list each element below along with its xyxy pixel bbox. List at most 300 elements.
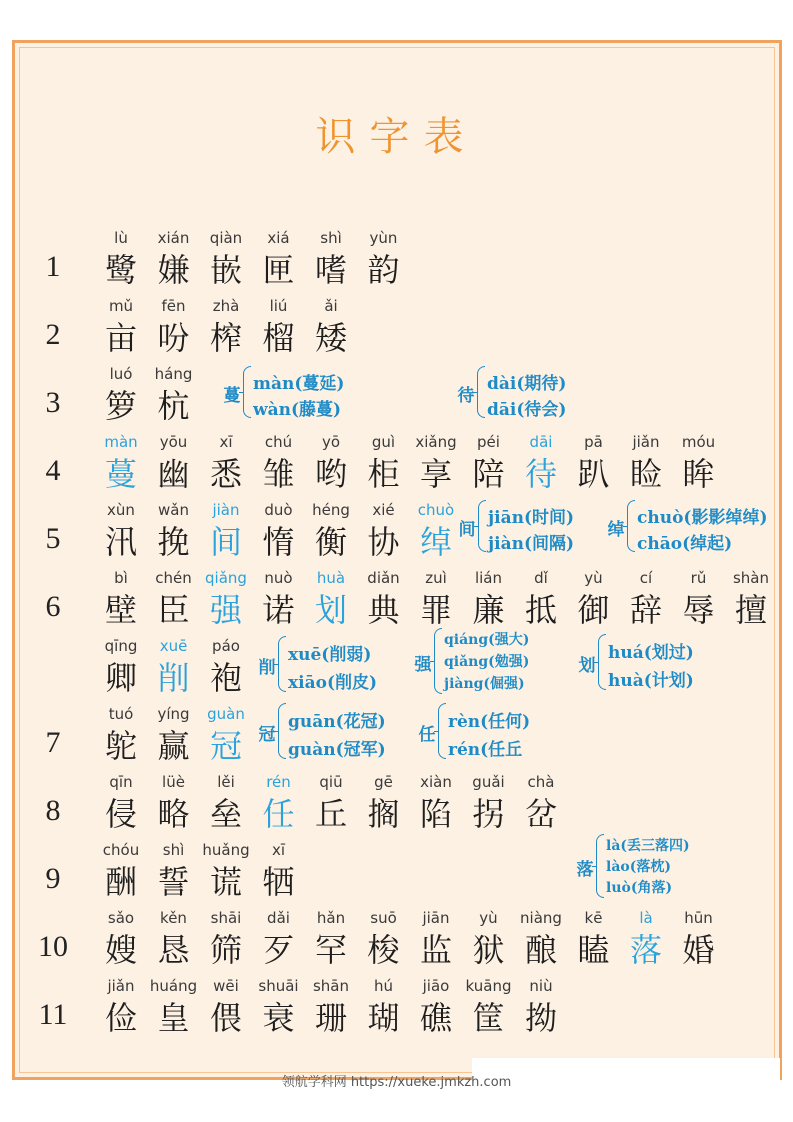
polyphone-note: [574, 834, 764, 898]
character: 歹: [262, 931, 295, 969]
brace-icon: [598, 634, 606, 690]
char-cell: [618, 568, 674, 632]
pinyin: móu: [681, 433, 716, 451]
character: 幽: [157, 455, 190, 493]
pinyin: sǎo: [107, 909, 135, 927]
char-cell: [513, 908, 569, 972]
polyphone-reading: chuò(影影绰绰): [637, 508, 768, 528]
polyphone-char: 强: [414, 655, 432, 675]
char-cell: [198, 908, 254, 972]
pinyin: huà: [316, 569, 346, 587]
pinyin: guì: [371, 433, 396, 451]
char-cell: [146, 976, 202, 1040]
character: 赢: [157, 727, 190, 765]
pinyin: xié: [372, 501, 395, 519]
polyphone-reading: qiáng(强大): [444, 632, 530, 648]
char-cell: [303, 976, 359, 1040]
char-cell: [251, 228, 307, 292]
pinyin: là: [639, 909, 653, 927]
pinyin: huáng: [149, 977, 198, 995]
character: 汛: [104, 523, 137, 561]
char-cell: [146, 704, 202, 768]
pinyin: shì: [320, 229, 342, 247]
character: 岔: [524, 795, 557, 833]
char-cell: [618, 908, 674, 972]
character: 陷: [419, 795, 452, 833]
polyphone-char: 间: [458, 520, 476, 540]
pinyin: xuē: [159, 637, 188, 655]
char-cell: [93, 228, 149, 292]
character: 拐: [472, 795, 505, 833]
character: 鹭: [104, 251, 137, 289]
character: 恳: [157, 931, 190, 969]
pinyin: kē: [584, 909, 603, 927]
char-cell: [93, 364, 149, 428]
char-cell: [303, 432, 359, 496]
polyphone-note: [605, 500, 793, 552]
row-number: 6: [45, 590, 61, 623]
pinyin: lù: [114, 229, 128, 247]
char-cell: [93, 908, 149, 972]
row-number: 5: [45, 522, 61, 555]
character: 罪: [419, 591, 452, 629]
pinyin: tuó: [108, 705, 134, 723]
pinyin: dǐ: [534, 569, 548, 587]
row-number: 8: [45, 794, 61, 827]
character: 嫂: [104, 931, 137, 969]
char-cell: [303, 908, 359, 972]
char-cell: [93, 636, 149, 700]
character: 绰: [419, 523, 452, 561]
pinyin: dǎi: [267, 909, 290, 927]
char-cell: [461, 772, 517, 836]
character: 亩: [104, 319, 137, 357]
pinyin: niù: [529, 977, 553, 995]
char-cell: [198, 296, 254, 360]
pinyin: fēn: [161, 297, 186, 315]
polyphone-reading: rèn(任何): [448, 712, 531, 732]
char-cell: [723, 568, 779, 632]
char-cell: [198, 772, 254, 836]
polyphone-char: 落: [576, 860, 594, 880]
row-number: 7: [45, 726, 61, 759]
pinyin: rén: [266, 773, 291, 791]
pinyin: qiū: [319, 773, 343, 791]
character: 瑚: [367, 999, 400, 1037]
char-cell: [513, 568, 569, 632]
character: 哟: [314, 455, 347, 493]
character: 筐: [472, 999, 505, 1037]
character: 卿: [104, 659, 137, 697]
character: 杭: [157, 387, 190, 425]
polyphone-reading: dài(期待): [487, 374, 567, 394]
character: 酬: [104, 863, 137, 901]
char-cell: [356, 228, 412, 292]
pinyin: shāi: [210, 909, 242, 927]
character: 榨: [209, 319, 242, 357]
brace-icon: [478, 500, 486, 552]
character: 狱: [472, 931, 505, 969]
char-cell: [303, 772, 359, 836]
char-cell: [198, 976, 254, 1040]
character: 柜: [367, 455, 400, 493]
pinyin: shuāi: [258, 977, 299, 995]
polyphone-reading: chāo(绰起): [637, 534, 733, 554]
polyphone-reading: huà(计划): [608, 671, 694, 691]
row-number: 4: [45, 454, 61, 487]
character: 臣: [157, 591, 190, 629]
pinyin: ǎi: [324, 297, 338, 315]
character: 悉: [209, 455, 242, 493]
character: 削: [157, 659, 190, 697]
pinyin: jiāo: [422, 977, 450, 995]
pinyin: yōu: [159, 433, 188, 451]
row-number: 11: [38, 998, 68, 1031]
char-cell: [93, 432, 149, 496]
pinyin: hú: [373, 977, 393, 995]
character: 罕: [314, 931, 347, 969]
character: 擅: [734, 591, 767, 629]
polyphone-reading: huá(划过): [608, 643, 694, 663]
pinyin: mǔ: [108, 297, 134, 315]
polyphone-note: [416, 703, 606, 759]
pinyin: diǎn: [367, 569, 400, 587]
character: 划: [314, 591, 347, 629]
row-number: 1: [45, 250, 61, 283]
pinyin: huǎng: [202, 841, 250, 859]
char-cell: [566, 568, 622, 632]
character: 吩: [157, 319, 190, 357]
char-cell: [198, 228, 254, 292]
char-cell: [408, 908, 464, 972]
pinyin: lián: [474, 569, 503, 587]
pinyin: shān: [312, 977, 350, 995]
character: 牺: [262, 863, 295, 901]
char-cell: [356, 772, 412, 836]
pinyin: chà: [527, 773, 555, 791]
character: 皇: [157, 999, 190, 1037]
polyphone-note: [455, 366, 645, 418]
character: 睑: [629, 455, 662, 493]
pinyin: lüè: [162, 773, 185, 791]
character: 略: [157, 795, 190, 833]
polyphone-char: 蔓: [223, 386, 241, 406]
pinyin: zhà: [212, 297, 240, 315]
char-cell: [566, 432, 622, 496]
character: 廉: [472, 591, 505, 629]
character: 鸵: [104, 727, 137, 765]
pinyin: jiǎn: [632, 433, 660, 451]
char-cell: [513, 976, 569, 1040]
char-cell: [93, 840, 149, 904]
pinyin: chuò: [417, 501, 455, 519]
pinyin: yùn: [369, 229, 398, 247]
char-cell: [146, 228, 202, 292]
character: 侵: [104, 795, 137, 833]
polyphone-note: [576, 634, 766, 690]
polyphone-reading: guān(花冠): [288, 712, 386, 732]
pinyin: kuāng: [465, 977, 512, 995]
pinyin: shì: [162, 841, 185, 859]
pinyin: gē: [374, 773, 393, 791]
polyphone-reading: màn(蔓延): [253, 374, 345, 394]
character: 典: [367, 591, 400, 629]
character: 嵌: [209, 251, 242, 289]
char-cell: [146, 364, 202, 428]
char-cell: [251, 976, 307, 1040]
char-cell: [93, 976, 149, 1040]
watermark-text: 领航学科网 https://xueke.jmkzh.com: [281, 1075, 512, 1090]
character: 梭: [367, 931, 400, 969]
pinyin: chú: [264, 433, 293, 451]
char-cell: [408, 432, 464, 496]
page-title: 识字表: [315, 114, 478, 160]
char-cell: [93, 500, 149, 564]
polyphone-note: [221, 366, 411, 418]
polyphone-char: 冠: [258, 725, 276, 745]
char-cell: [408, 772, 464, 836]
pinyin: dāi: [529, 433, 553, 451]
polyphone-reading: xiāo(削皮): [288, 673, 378, 693]
character: 间: [209, 523, 242, 561]
character: 嫌: [157, 251, 190, 289]
char-cell: [251, 840, 307, 904]
polyphone-reading: qiǎng(勉强): [444, 654, 530, 670]
pinyin: kěn: [160, 909, 187, 927]
character: 俭: [104, 999, 137, 1037]
pinyin: suō: [370, 909, 397, 927]
pinyin: chóu: [102, 841, 140, 859]
polyphone-reading: guàn(冠军): [288, 740, 386, 760]
polyphone-reading: xuē(削弱): [288, 645, 372, 665]
character: 诺: [262, 591, 295, 629]
char-cell: [146, 296, 202, 360]
pinyin: cí: [639, 569, 653, 587]
pinyin: lěi: [217, 773, 235, 791]
pinyin: guàn: [207, 705, 245, 723]
char-cell: [146, 772, 202, 836]
brace-icon: [278, 703, 286, 759]
brace-icon: [278, 636, 286, 692]
pinyin: màn: [104, 433, 138, 451]
polyphone-char: 削: [258, 658, 276, 678]
character: 任: [262, 795, 295, 833]
character: 嗜: [314, 251, 347, 289]
character: 榴: [262, 319, 295, 357]
pinyin: jiān: [422, 909, 450, 927]
char-cell: [251, 772, 307, 836]
character: 丘: [314, 795, 347, 833]
character: 雏: [262, 455, 295, 493]
pinyin: jiàn: [212, 501, 240, 519]
pinyin: xī: [219, 433, 233, 451]
character: 御: [577, 591, 610, 629]
char-cell: [618, 432, 674, 496]
brace-icon: [243, 366, 251, 418]
char-cell: [356, 432, 412, 496]
row-number: 9: [45, 862, 61, 895]
character: 辱: [682, 591, 715, 629]
character: 协: [367, 523, 400, 561]
char-cell: [251, 908, 307, 972]
polyphone-char: 绰: [607, 520, 625, 540]
pinyin: yō: [321, 433, 341, 451]
pinyin: duò: [264, 501, 293, 519]
pinyin: xiàn: [420, 773, 452, 791]
char-cell: [303, 228, 359, 292]
pinyin: qīng: [104, 637, 138, 655]
pinyin: hūn: [684, 909, 713, 927]
character: 挽: [157, 523, 190, 561]
char-cell: [303, 500, 359, 564]
character: 矮: [314, 319, 347, 357]
polyphone-char: 划: [578, 656, 596, 676]
char-cell: [566, 908, 622, 972]
char-cell: [461, 568, 517, 632]
char-cell: [671, 568, 727, 632]
pinyin: pā: [584, 433, 603, 451]
pinyin: nuò: [264, 569, 293, 587]
character: 衰: [262, 999, 295, 1037]
pinyin: hǎn: [316, 909, 346, 927]
character: 拗: [524, 999, 557, 1037]
brace-icon: [627, 500, 635, 552]
brace-icon: [477, 366, 485, 418]
polyphone-char: 任: [418, 725, 436, 745]
character: 落: [629, 931, 662, 969]
character: 谎: [209, 863, 242, 901]
character: 待: [524, 455, 557, 493]
character: 享: [419, 455, 452, 493]
pinyin: luó: [109, 365, 133, 383]
character: 酿: [524, 931, 557, 969]
character: 垒: [209, 795, 242, 833]
char-cell: [513, 432, 569, 496]
character: 冠: [209, 727, 242, 765]
pinyin: xùn: [107, 501, 135, 519]
pinyin: qīn: [109, 773, 133, 791]
char-cell: [251, 432, 307, 496]
character: 瞌: [577, 931, 610, 969]
char-cell: [461, 976, 517, 1040]
char-cell: [671, 908, 727, 972]
pinyin: jiǎn: [107, 977, 135, 995]
polyphone-reading: jiàng(倔强): [444, 676, 525, 692]
pinyin: páo: [212, 637, 240, 655]
character: 誓: [157, 863, 190, 901]
character: 衡: [314, 523, 347, 561]
brace-icon: [438, 703, 446, 759]
pinyin: xiǎng: [415, 433, 457, 451]
char-cell: [461, 432, 517, 496]
character: 壁: [104, 591, 137, 629]
char-cell: [356, 976, 412, 1040]
char-cell: [251, 568, 307, 632]
pinyin: yíng: [157, 705, 190, 723]
polyphone-note: [412, 628, 602, 694]
character: 礁: [419, 999, 452, 1037]
character: 搁: [367, 795, 400, 833]
char-cell: [303, 296, 359, 360]
char-cell: [408, 568, 464, 632]
pinyin: xián: [157, 229, 190, 247]
polyphone-reading: rén(任丘: [448, 740, 523, 760]
character: 珊: [314, 999, 347, 1037]
char-cell: [146, 432, 202, 496]
pinyin: zuì: [425, 569, 447, 587]
pinyin: chén: [155, 569, 192, 587]
char-cell: [146, 568, 202, 632]
pinyin: xī: [271, 841, 286, 859]
character: 抵: [524, 591, 557, 629]
char-cell: [198, 840, 254, 904]
character: 筛: [209, 931, 242, 969]
pinyin: shàn: [732, 569, 770, 587]
char-cell: [198, 636, 254, 700]
pinyin: rǔ: [690, 569, 707, 587]
char-cell: [356, 568, 412, 632]
char-cell: [303, 568, 359, 632]
character: 偎: [209, 999, 242, 1037]
polyphone-reading: jiān(时间): [488, 508, 575, 528]
character: 婚: [682, 931, 715, 969]
polyphone-reading: luò(角落): [606, 880, 673, 897]
pinyin: héng: [312, 501, 350, 519]
pinyin: qiǎng: [205, 569, 247, 587]
pinyin: qiàn: [209, 229, 243, 247]
character: 韵: [367, 251, 400, 289]
pinyin: wǎn: [158, 501, 189, 519]
character: 陪: [472, 455, 505, 493]
char-cell: [93, 772, 149, 836]
char-cell: [198, 704, 254, 768]
char-cell: [198, 568, 254, 632]
character: 强: [209, 591, 242, 629]
polyphone-reading: dāi(待会): [487, 400, 567, 420]
pinyin: niàng: [520, 909, 562, 927]
char-cell: [408, 976, 464, 1040]
char-cell: [93, 704, 149, 768]
pinyin: wēi: [213, 977, 239, 995]
polyphone-reading: là(丢三落四): [606, 837, 690, 854]
pinyin: guǎi: [472, 773, 505, 791]
row-number: 10: [38, 930, 68, 963]
character: 蔓: [104, 455, 137, 493]
polyphone-char: 待: [457, 386, 475, 406]
character: 惰: [262, 523, 295, 561]
character: 趴: [577, 455, 610, 493]
character: 箩: [104, 387, 137, 425]
row-number: 2: [45, 318, 61, 351]
pinyin: yù: [584, 569, 603, 587]
pinyin: yù: [479, 909, 498, 927]
char-cell: [93, 296, 149, 360]
char-cell: [356, 908, 412, 972]
char-cell: [513, 772, 569, 836]
polyphone-reading: wàn(藤蔓): [253, 400, 342, 420]
brace-icon: [596, 834, 604, 898]
pinyin: péi: [477, 433, 500, 451]
character: 眸: [682, 455, 715, 493]
character: 辞: [629, 591, 662, 629]
char-cell: [146, 636, 202, 700]
char-cell: [251, 500, 307, 564]
row-number: 3: [45, 386, 61, 419]
char-cell: [146, 840, 202, 904]
pinyin: liú: [269, 297, 288, 315]
pinyin: xiá: [267, 229, 290, 247]
character: 监: [419, 931, 452, 969]
